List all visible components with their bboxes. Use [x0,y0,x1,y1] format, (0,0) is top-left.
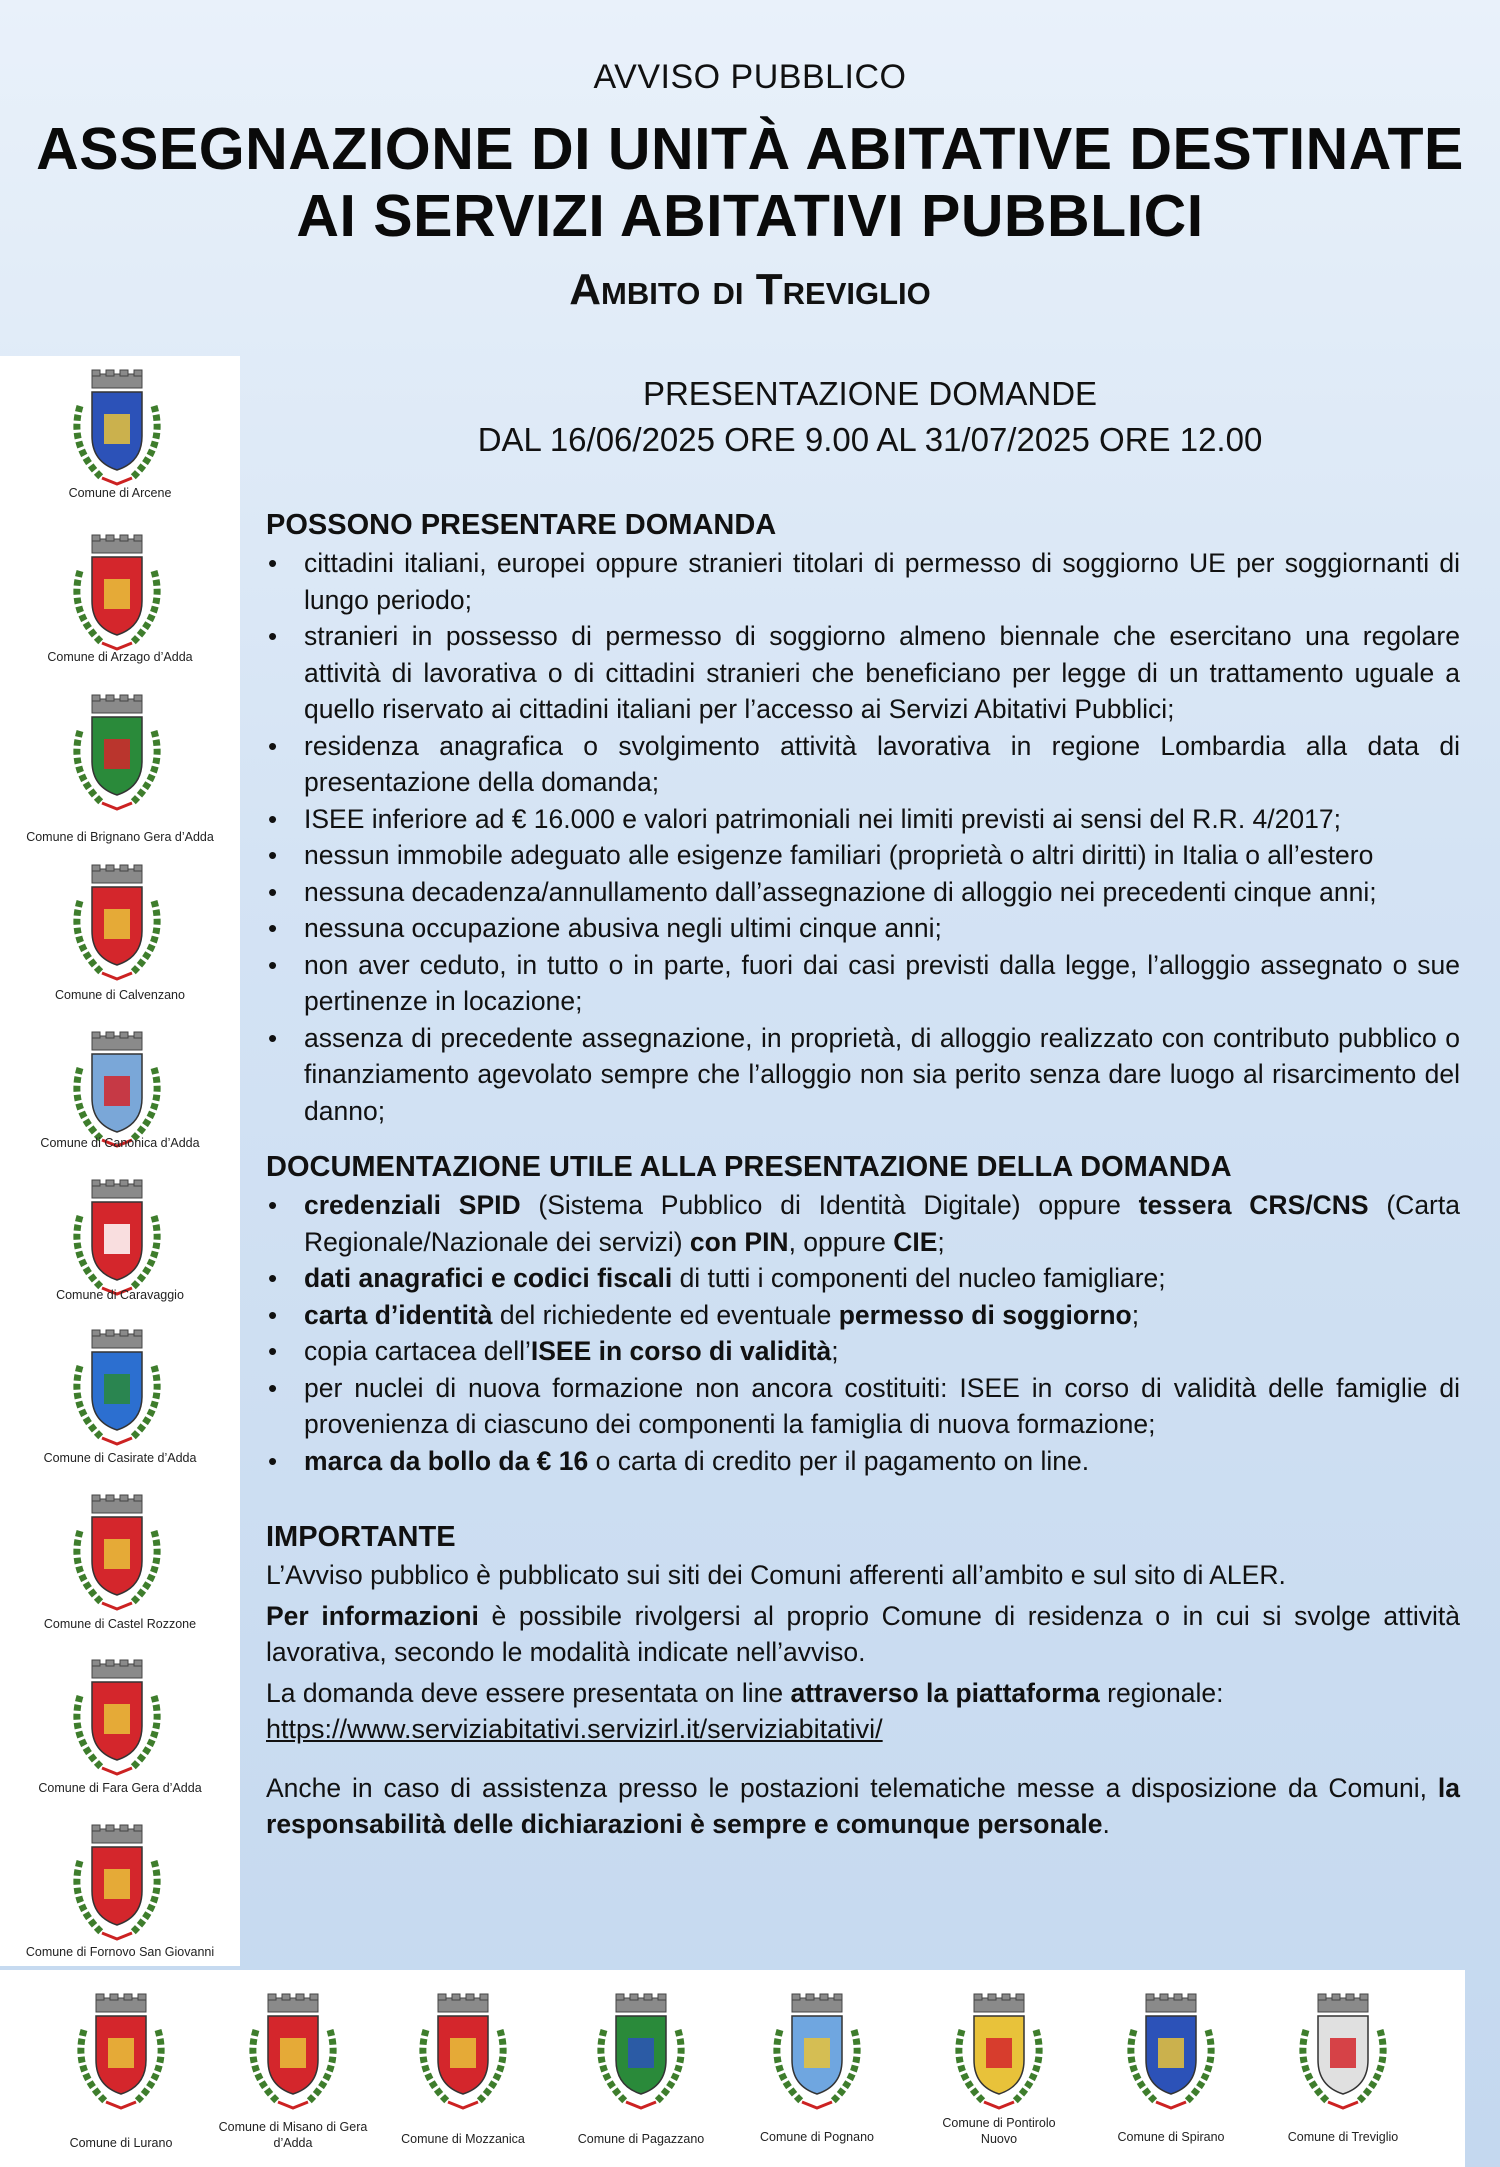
crest-caption: Comune di Arcene [68,486,172,500]
crest-caption: Comune di Mozzanica [401,2132,525,2146]
crest-caption: Comune di Arzago d’Adda [47,650,193,664]
crown-icon [268,1994,318,2012]
crown-icon [92,1180,142,1198]
platform-link[interactable]: https://www.serviziabitativi.servizirl.it/serviziabitativi/ [266,1714,883,1744]
crown-icon [438,1994,488,2012]
crown-icon [1318,1994,1368,2012]
notice-body [266,505,1460,1843]
crest-caption: Comune di Fornovo San Giovanni [25,1945,215,1959]
eligibility-item: • residenza anagrafica o svolgimento attività lavorativa in regione Lombardia alla data di presentazione della domanda; [266,728,1460,801]
submission-label: PRESENTAZIONE DOMANDE [642,375,1098,412]
municipality-sidebar [0,356,240,1966]
submission-period: DAL 16/06/2025 ORE 9.00 AL 31/07/2025 ORE 12.00 [477,421,1263,458]
crown-icon [92,535,142,553]
crest-caption: Comune di Pontirolo Nuovo [942,2116,1056,2146]
eligibility-item: • nessun immobile adeguato alle esigenze familiari (proprietà o altri diritti) in Italia o all’estero [266,837,1460,874]
important-submission: La domanda deve essere presentata on line attraverso la piattaforma regionale: [266,1677,1224,1708]
crest-caption: Comune di Caravaggio [56,1288,184,1302]
crest-icon [408,1990,518,2120]
crest-icon [62,366,172,496]
crown-icon [92,865,142,883]
crest-icon [62,1326,172,1456]
eligibility-item: • nessuna occupazione abusiva negli ultimi cinque anni; [266,910,1460,947]
document-item: • carta d’identità del richiedente ed eventuale permesso di soggiorno; [266,1297,1460,1334]
important-info: Per informazioni è possibile rivolgersi al proprio Comune di residenza o in cui si svolge attività lavorativa, secondo le modalità indicate nell’avviso. [266,1600,1460,1667]
crown-icon [974,1994,1024,2012]
important-responsibility: Anche in caso di assistenza presso le postazioni telematiche messe a disposizione da Comuni, la responsabilità delle dichiarazioni è sempre e comunque personale. [266,1772,1460,1839]
crest-caption: Comune di Pagazzano [577,2132,705,2146]
important-publication: L’Avviso pubblico è pubblicato sui siti dei Comuni afferenti all’ambito e sul sito di ALER. [266,1560,1286,1590]
crest-icon [62,1491,172,1621]
document-item: • marca da bollo da € 16 o carta di credito per il pagamento on line. [266,1443,1460,1480]
crest-caption: Comune di Brignano Gera d’Adda [26,830,214,844]
notice-kicker: AVVISO PUBBLICO [593,58,907,96]
important-title: IMPORTANTE [266,1521,456,1553]
document-item: • dati anagrafici e codici fiscali di tutti i componenti del nucleo famigliare; [266,1260,1460,1297]
eligibility-item: • nessuna decadenza/annullamento dall’assegnazione di alloggio nei precedenti cinque anni; [266,874,1460,911]
crest-caption: Comune di Pognano [760,2130,874,2144]
crest-caption: Comune di Spirano [1117,2130,1225,2144]
municipality-bottombar [0,1970,1465,2167]
crest-icon [238,1990,348,2120]
crest-icon [62,1176,172,1306]
crown-icon [92,1660,142,1678]
crest-icon [762,1990,872,2120]
eligibility-item: • non aver ceduto, in tutto o in parte, fuori dai casi previsti dalla legge, l’alloggio assegnato o sue pertinenze in locazione; [266,947,1460,1020]
crest-caption: Comune di Treviglio [1287,2130,1399,2144]
crown-icon [92,1032,142,1050]
crest-caption: Comune di Canonica d’Adda [40,1136,200,1150]
crest-icon [1288,1990,1398,2120]
document-item: • per nuclei di nuova formazione non ancora costituiti: ISEE in corso di validità delle famiglie di provenienza di ciascuno dei componenti la famiglia di nuova formazione; [266,1370,1460,1443]
crown-icon [792,1994,842,2012]
crest-icon [62,1821,172,1951]
crown-icon [92,1495,142,1513]
eligibility-item: • assenza di precedente assegnazione, in proprietà, di alloggio realizzato con contributo pubblico o finanziamento agevolato sempre che l’alloggio non sia perito senza dare luogo al risarcimento del danno; [266,1020,1460,1130]
crown-icon [1146,1994,1196,2012]
notice-header [0,0,1500,350]
eligibility-title: POSSONO PRESENTARE DOMANDA [266,509,777,541]
notice-title-line2: AI SERVIZI ABITATIVI PUBBLICI [296,183,1204,249]
crest-icon [66,1990,176,2120]
eligibility-item: • cittadini italiani, europei oppure stranieri titolari di permesso di soggiorno UE per soggiornanti di lungo periodo; [266,545,1460,618]
crest-caption: Comune di Fara Gera d’Adda [38,1781,202,1795]
eligibility-list [266,545,1460,1129]
notice-title-line1: ASSEGNAZIONE DI UNITÀ ABITATIVE DESTINATE [36,116,1464,182]
crest-icon [62,691,172,821]
crest-caption: Comune di Casirate d’Adda [43,1451,197,1465]
crest-caption: Comune di Calvenzano [55,988,185,1002]
eligibility-item: • stranieri in possesso di permesso di soggiorno almeno biennale che esercitano una regolare attività di lavorativa o di cittadini stranieri che beneficiano per legge di un trattamento uguale a quello riservato ai cittadini italiani per l’accesso ai Servizi Abitativi Pubblici; [266,618,1460,728]
eligibility-item: • ISEE inferiore ad € 16.000 e valori patrimoniali nei limiti previsti ai sensi del R.R. 4/2017; [266,801,1460,838]
crest-caption: Comune di Castel Rozzone [43,1617,197,1631]
documents-title: DOCUMENTAZIONE UTILE ALLA PRESENTAZIONE DELLA DOMANDA [266,1151,1232,1183]
notice-subtitle: Ambito di Treviglio [569,265,931,314]
crest-icon [62,1656,172,1786]
document-item: • credenziali SPID (Sistema Pubblico di Identità Digitale) oppure tessera CRS/CNS (Carta Regionale/Nazionale dei servizi) con PIN, oppure CIE; [266,1187,1460,1260]
crest-icon [586,1990,696,2120]
crown-icon [92,695,142,713]
crest-icon [62,861,172,991]
crown-icon [92,1825,142,1843]
document-item: • copia cartacea dell’ISEE in corso di validità; [266,1333,1460,1370]
crest-caption: Comune di Lurano [69,2136,173,2150]
crown-icon [92,370,142,388]
documents-list [266,1187,1460,1479]
crown-icon [96,1994,146,2012]
crest-icon [1116,1990,1226,2120]
crest-icon [62,531,172,661]
crown-icon [92,1330,142,1348]
crown-icon [616,1994,666,2012]
crest-caption: Comune di Misano di Gera d’Adda [218,2120,368,2150]
crest-icon [944,1990,1054,2120]
